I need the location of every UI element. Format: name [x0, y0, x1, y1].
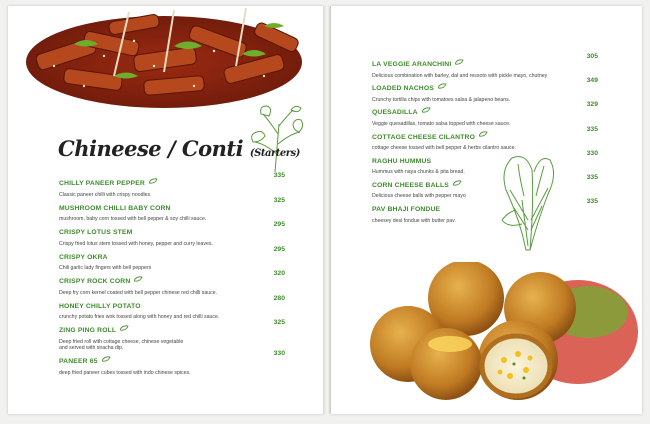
menu-item [372, 101, 598, 125]
book-spine [323, 6, 331, 414]
item-description: cheesey desi fondue with butter pav. [372, 217, 456, 224]
menu-item [59, 197, 285, 222]
item-name: MUSHROOM CHILLI BABY CORN [59, 204, 171, 212]
menu-item [59, 295, 285, 320]
veg-leaf-icon [455, 59, 464, 65]
item-name: CHILLY PANEER PEPPER [59, 180, 145, 187]
veg-leaf-icon [438, 83, 447, 89]
item-description: cottage cheese tossed with bell pepper & herbs cilantro sauce. [372, 145, 516, 152]
starters-list-right [372, 53, 598, 222]
item-description: Delicious cheese balls with pepper mayo [372, 193, 466, 200]
item-price: 295 [273, 245, 285, 253]
veg-leaf-icon [134, 276, 143, 282]
menu-item [372, 174, 598, 198]
item-description-line2: and served with siracha dip. [59, 345, 124, 351]
item-description: Delicious combination with barley, dal and ressoto with pickle mayo, chutney [372, 72, 548, 79]
item-price: 295 [273, 221, 285, 228]
item-price: 305 [586, 53, 598, 60]
menu-item [59, 172, 285, 197]
item-description: crunchy potato fries wok tossed along with honey and red chilli sauce. [59, 314, 220, 320]
corn-cheese-balls-photo [368, 262, 640, 412]
item-price: 335 [586, 173, 598, 181]
item-description: Crunchy tortilla chips with tomatoes salsa & jalapeno beans. [372, 96, 511, 103]
item-description: Hummus with naya chunks & pita bread. [372, 169, 465, 176]
item-price: 325 [273, 196, 285, 204]
item-name: CRISPY LOTUS STEM [59, 229, 133, 236]
item-name: RAGHU HUMMUS [372, 157, 432, 165]
item-name: PANEER 65 [59, 358, 98, 365]
item-name: CORN CHEESE BALLS [372, 181, 449, 189]
item-price: 330 [586, 149, 598, 157]
item-name: PAV BHAJI FONDUE [372, 206, 441, 214]
section-subtitle: (Starters) [249, 148, 300, 159]
item-description: Deep fry corn kernel coated with bell pepper chinese red chilli sauce. [59, 289, 218, 296]
veg-leaf-icon [102, 356, 111, 362]
item-description: Chili garlic lady fingers with bell peppers [59, 265, 152, 271]
item-name: ZING PING ROLL [59, 327, 117, 334]
menu-item [59, 221, 285, 246]
veg-leaf-icon [149, 178, 158, 184]
item-price: 330 [273, 350, 285, 357]
menu-item [372, 126, 598, 150]
item-price: 335 [586, 125, 598, 133]
item-description: Veggie quesadillas, tomato salsa topped with cheese sauce. [372, 120, 511, 127]
section-title: Chineese / Conti (Starters) [58, 136, 300, 161]
menu-item [59, 350, 285, 375]
item-price: 325 [273, 319, 285, 326]
item-description: Classic paneer chilli with crispy noodles. [59, 191, 152, 198]
item-name: LA VEGGIE ARANCHINI [372, 61, 452, 68]
item-name: COTTAGE CHEESE CILANTRO [372, 133, 476, 141]
veg-leaf-icon [453, 180, 462, 186]
item-price: 335 [586, 198, 598, 206]
item-price: 320 [273, 270, 285, 277]
item-name: LOADED NACHOS [372, 85, 434, 93]
item-name: QUESADILLA [372, 109, 418, 117]
item-price: 329 [586, 101, 598, 109]
item-description: mushroom, baby corn tossed with bell pepper & soy chilli sauce. [59, 216, 207, 222]
menu-item [372, 77, 598, 101]
item-price: 349 [586, 77, 598, 85]
menu-item [59, 246, 285, 271]
veg-leaf-icon [120, 325, 129, 331]
item-price: 280 [273, 294, 285, 302]
veg-leaf-icon [422, 107, 431, 113]
menu-item [372, 198, 598, 222]
menu-item [59, 319, 285, 350]
item-description: deep fried paneer cubes tossed with indo chinese spices. [59, 369, 191, 376]
starters-list-left [59, 172, 285, 375]
item-name: CRISPY ROCK CORN [59, 278, 131, 285]
veg-leaf-icon [479, 131, 488, 137]
item-description: Deep fried roll with cottage cheese, chinese vegetable [59, 338, 184, 345]
menu-item [59, 270, 285, 295]
item-description: Crispy fried lotus stem tossed with honey, pepper and curry leaves. [59, 240, 213, 247]
item-price: 335 [273, 172, 285, 179]
menu-item [372, 150, 598, 174]
item-name: CRISPY OKRA [59, 253, 108, 261]
chilli-potato-photo [14, 6, 314, 118]
menu-item [372, 53, 598, 77]
item-name: HONEY CHILLY POTATO [59, 302, 141, 310]
